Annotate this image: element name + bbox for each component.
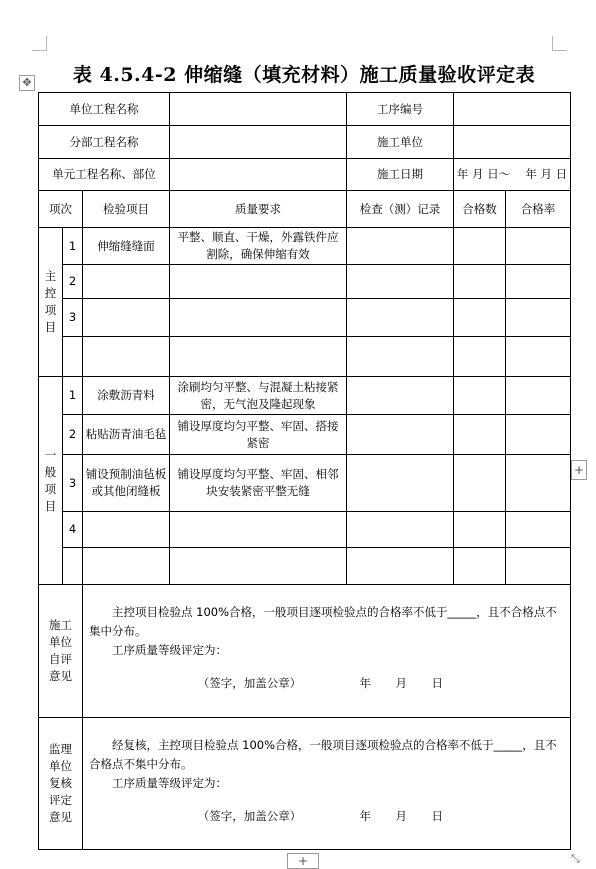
construction-opinion-signature: （签字，加盖公章） 年 月 日 [197,676,444,690]
general-row-no: 1 [63,377,83,415]
column-item-no: 项次 [39,191,83,228]
main-row-item[interactable] [83,299,170,337]
general-row-rate[interactable] [506,415,571,455]
main-row-no: 3 [63,299,83,337]
construction-opinion-grade: 工序质量等级评定为： [112,643,227,657]
construction-opinion-content[interactable] [83,585,571,718]
main-row-requirement[interactable] [170,265,347,299]
main-row-record[interactable] [347,228,454,265]
add-column-icon[interactable]: + [571,460,587,480]
general-row-record[interactable] [347,548,454,585]
general-row-requirement: 铺设厚度均匀平整、牢固、搭接紧密 [170,415,347,455]
general-row-count[interactable] [454,455,506,512]
main-row-count[interactable] [454,265,506,299]
general-row-item: 涂敷沥青料 [83,377,170,415]
general-row-requirement: 涂刷均匀平整、与混凝土粘接紧密，无气泡及隆起现象 [170,377,347,415]
unit-project-label: 单位工程名称 [39,93,170,126]
unit-project-value[interactable] [170,93,347,126]
main-row-requirement: 平整、顺直、干燥，外露铁件应割除，确保伸缩有效 [170,228,347,265]
general-row-no: 3 [63,455,83,512]
main-row-record[interactable] [347,337,454,377]
process-no-label: 工序编号 [347,93,454,126]
general-label: 一 般 项 目 [39,377,63,585]
construction-date-value[interactable]: 年 月 日～ 年 月 日 [454,159,571,191]
main-row-item[interactable] [83,265,170,299]
general-row-record[interactable] [347,455,454,512]
crop-mark-top-left [32,36,47,51]
main-row-rate[interactable] [506,299,571,337]
construction-date-label: 施工日期 [347,159,454,191]
main-row-count[interactable] [454,299,506,337]
main-row-item: 伸缩缝缝面 [83,228,170,265]
division-project-value[interactable] [170,126,347,159]
general-row-no: 4 [63,512,83,548]
general-row-record[interactable] [347,512,454,548]
main-row-rate[interactable] [506,265,571,299]
general-row-item[interactable] [83,548,170,585]
general-row-item: 铺设预制油毡板或其他闭缝板 [83,455,170,512]
document-title: 表 4.5.4-2 伸缩缝（填充材料）施工质量验收评定表 [72,64,536,86]
general-row-rate[interactable] [506,548,571,585]
general-row-item[interactable] [83,512,170,548]
general-row-requirement[interactable] [170,512,347,548]
main-row-record[interactable] [347,299,454,337]
column-check-record: 检查（测）记录 [347,191,454,228]
column-qualified-count: 合格数 [454,191,506,228]
supervision-opinion-content[interactable] [83,718,571,850]
column-qualified-rate: 合格率 [506,191,571,228]
general-row-item: 粘贴沥青油毛毡 [83,415,170,455]
main-row-count[interactable] [454,337,506,377]
general-row-rate[interactable] [506,455,571,512]
column-inspection-item: 检验项目 [83,191,170,228]
general-row-count[interactable] [454,377,506,415]
main-row-rate[interactable] [506,337,571,377]
construction-unit-value[interactable] [454,126,571,159]
general-row-requirement: 铺设厚度均匀平整、牢固、相邻块安装紧密平整无缝 [170,455,347,512]
element-project-value[interactable] [170,159,347,191]
quality-evaluation-table [38,92,571,850]
general-row-count[interactable] [454,548,506,585]
supervision-opinion-label: 监理 单位 复核 评定 意见 [39,718,83,850]
general-row-requirement[interactable] [170,548,347,585]
add-row-icon[interactable]: + [287,853,319,869]
general-row-record[interactable] [347,377,454,415]
column-quality-requirement: 质量要求 [170,191,347,228]
process-no-value[interactable] [454,93,571,126]
move-handle-icon[interactable]: ✥ [19,75,35,91]
supervision-opinion-signature: （签字，加盖公章） 年 月 日 [197,809,444,823]
main-row-count[interactable] [454,228,506,265]
main-row-no: 2 [63,265,83,299]
general-row-count[interactable] [454,415,506,455]
main-row-requirement[interactable] [170,337,347,377]
main-control-label: 主 控 项 目 [39,228,63,377]
main-row-requirement[interactable] [170,299,347,337]
main-row-no: 1 [63,228,83,265]
crop-mark-top-right [552,36,567,51]
general-row-rate[interactable] [506,377,571,415]
resize-icon[interactable]: ⤡ [571,852,580,865]
main-row-record[interactable] [347,265,454,299]
element-project-label: 单元工程名称、部位 [39,159,170,191]
division-project-label: 分部工程名称 [39,126,170,159]
main-row-no [63,337,83,377]
general-row-record[interactable] [347,415,454,455]
main-row-item[interactable] [83,337,170,377]
general-row-count[interactable] [454,512,506,548]
supervision-opinion-text: 经复核，主控项目检验点 100%合格，一般项目逐项检验点的合格率不低于_____，且不合格点不集中分布。 [89,738,557,771]
construction-opinion-text: 主控项目检验点 100%合格，一般项目逐项检验点的合格率不低于_____，且不合格点不集中分布。 [89,605,557,638]
general-row-rate[interactable] [506,512,571,548]
general-row-no: 2 [63,415,83,455]
construction-opinion-label: 施工 单位 自评 意见 [39,585,83,718]
supervision-opinion-grade: 工序质量等级评定为： [112,776,227,790]
construction-unit-label: 施工单位 [347,126,454,159]
general-row-no [63,548,83,585]
main-row-rate[interactable] [506,228,571,265]
